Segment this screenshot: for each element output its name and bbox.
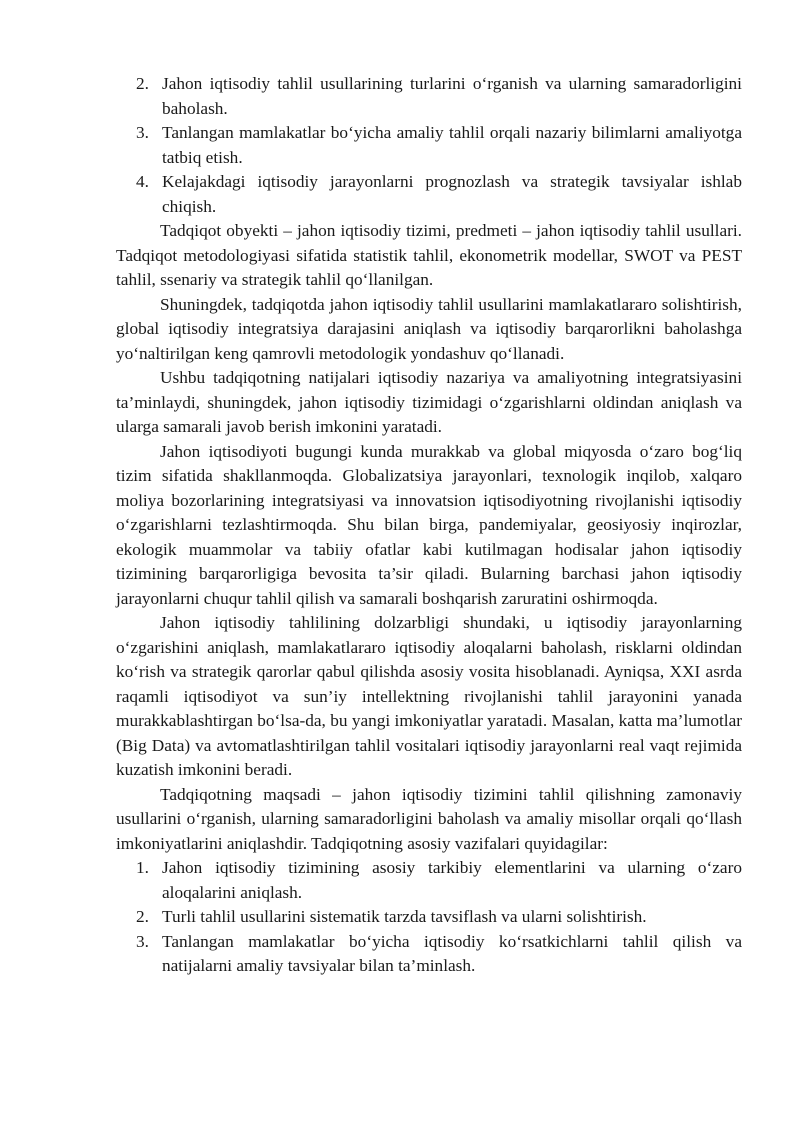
list-number: 1. [136,858,149,877]
list-number: 3. [136,931,149,951]
list-item [116,121,742,170]
list-number: 4. [136,172,149,191]
list-item [116,930,742,979]
list-item [116,856,742,905]
paragraph-research-object: Tadqiqot obyekti – jahon iqtisodiy tizimi, predmeti – jahon iqtisodiy tahlil usullari. Tadqiqot metodologiyasi sifatida statistik tahlil, ekonometrik modellar, SWOT va PEST tahlil, ssenariy va strategik tahlil qo‘llanilgan. [116,221,742,289]
list-item-text: Jahon iqtisodiy tahlil usullarining turlarini o‘rganish va ularning samaradorligini baholash. [162,74,742,118]
list-item-text: Jahon iqtisodiy tizimining asosiy tarkibiy elementlarini va ularning o‘zaro aloqalarini aniqlash. [162,858,742,902]
paragraph-relevance: Jahon iqtisodiy tahlilining dolzarbligi shundaki, u iqtisodiy jarayonlarning o‘zgarishini aniqlash, mamlakatlararo iqtisodiy aloqalarni baholash, risklarni oldindan ko‘rish va strategik qarorlar qabul qilishda asosiy vosita hisoblanadi. Ayniqsa, XXI asrda raqamli iqtisodiyot va sun’iy intellektning rivojlanishi tahlil jarayonini yanada murakkablashtirgan bo‘lsa-da, bu yangi imkoniyatlar yaratadi. Masalan, katta ma’lumotlar (Big Data) va avtomatlashtirilgan tahlil vositalari iqtisodiy jarayonlarni real vaqt rejimida kuzatish imkonini beradi. [116,613,742,779]
list-number: 2. [136,907,149,926]
list-item-text: Tanlangan mamlakatlar bo‘yicha iqtisodiy ko‘rsatkichlarni tahlil qilish va natijalarni amaliy tavsiyalar bilan ta’minlash. [162,931,742,975]
task-list-top [116,72,742,219]
paragraph-results: Ushbu tadqiqotning natijalari iqtisodiy nazariya va amaliyotning integratsiyasini ta’minlaydi, shuningdek, jahon iqtisodiy tizimidagi o‘zgarishlarni oldindan aniqlash va ularga samarali javob berish imkonini yaratadi. [116,368,742,436]
list-item-text: Tanlangan mamlakatlar bo‘yicha amaliy tahlil orqali nazariy bilimlarni amaliyotga tatbiq etish. [162,123,742,167]
list-item [116,170,742,219]
list-number: 2. [136,74,149,93]
paragraph-methodology: Shuningdek, tadqiqotda jahon iqtisodiy tahlil usullarini mamlakatlararo solishtirish, global iqtisodiy integratsiya darajasini aniqlash va iqtisodiy barqarorlikni baholashga yo‘naltirilgan keng qamrovli metodologik yondashuv qo‘llanadi. [116,294,742,363]
list-number: 3. [136,123,149,142]
list-item-text: Kelajakdagi iqtisodiy jarayonlarni prognozlash va strategik tavsiyalar ishlab chiqish. [162,172,742,216]
list-item-text: Turli tahlil usullarini sistematik tarzda tavsiflash va ularni solishtirish. [162,907,647,926]
task-list-bottom [116,856,742,979]
paragraph-aim: Tadqiqotning maqsadi – jahon iqtisodiy tizimini tahlil qilishning zamonaviy usullarini o‘rganish, ularning samaradorligini baholash va amaliy misollar orqali qo‘llash imkoniyatlarini aniqlashdir. Tadqiqotning asosiy vazifalari quyidagilar: [116,784,742,853]
paragraph-world-economy: Jahon iqtisodiyoti bugungi kunda murakkab va global miqyosda o‘zaro bog‘liq tizim sifatida shakllanmoqda. Globalizatsiya jarayonlari, texnologik inqilob, xalqaro moliya bozorlarining integratsiyasi va innovatsion iqtisodiyotning rivojlanishi iqtisodiy o‘zgarishlarni tezlashtirmoqda. Shu bilan birga, pandemiyalar, geosiyosiy inqirozlar, ekologik muammolar va tabiiy ofatlar kabi kutilmagan hodisalar jahon iqtisodiy tizimining barqarorligiga bevosita ta’sir qiladi. Bularning barchasi jahon iqtisodiy jarayonlarni chuqur tahlil qilish va samarali boshqarish zaruratini oshirmoqda. [116,441,742,608]
list-item [116,905,742,930]
list-item [116,72,742,121]
